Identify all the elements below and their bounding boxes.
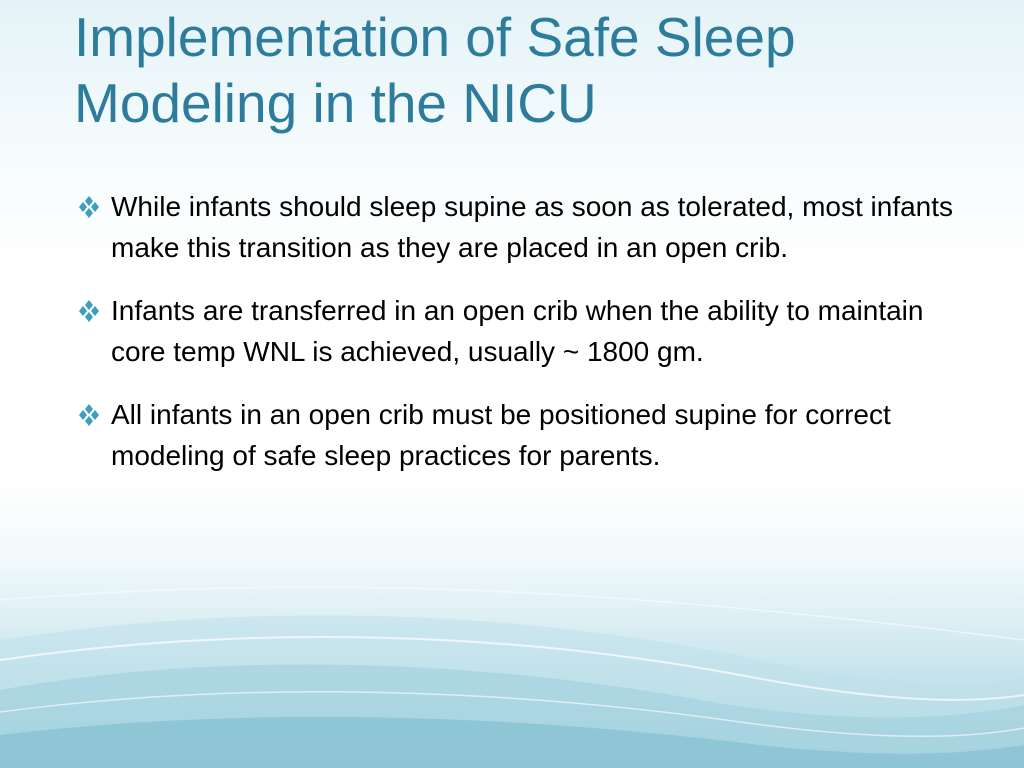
four-diamond-bullet-icon <box>76 195 102 219</box>
bullet-item <box>76 290 966 372</box>
bullet-item <box>76 186 966 268</box>
bullet-item <box>76 394 966 476</box>
slide-title: Implementation of Safe Sleep Modeling in the NICU <box>74 6 796 134</box>
bullet-text: While infants should sleep supine as soon as tolerated, most infants make this transition as they are placed in an open crib. <box>111 191 954 263</box>
bullet-list <box>76 186 966 498</box>
four-diamond-bullet-icon <box>76 299 102 323</box>
bullet-text: Infants are transferred in an open crib when the ability to maintain core temp WNL is achieved, usually ~ 1800 gm. <box>111 295 924 367</box>
bullet-text: All infants in an open crib must be positioned supine for correct modeling of safe sleep practices for parents. <box>111 399 891 471</box>
four-diamond-bullet-icon <box>76 403 102 427</box>
